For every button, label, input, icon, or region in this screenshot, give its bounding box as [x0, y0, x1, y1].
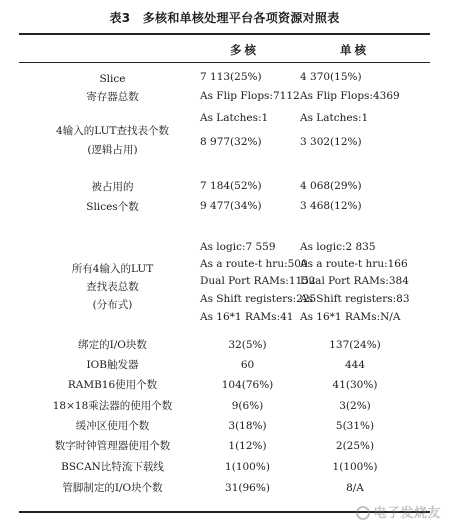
header-rule	[19, 62, 430, 63]
row-label-multiplier: 18×18乘法器的使用个数	[52, 400, 173, 412]
single-dcm: 2(25%)	[335, 440, 375, 452]
multi-occupied-b: 9 477(34%)	[200, 200, 262, 212]
multi-slice-ff: As Flip Flops:7112	[200, 90, 300, 102]
multi-dcm: 1(12%)	[228, 440, 267, 452]
row-label-lut-total: 查找表总数	[86, 281, 139, 293]
multi-buffer: 3(18%)	[228, 420, 267, 432]
multi-slice-reg-total: 7 113(25%)	[200, 71, 262, 83]
single-all-shift: As Shift registers:83	[300, 293, 410, 305]
multi-multiplier: 9(6%)	[231, 400, 264, 412]
multi-pin-io: 31(96%)	[225, 482, 270, 494]
header-multi-core: 多核	[230, 43, 259, 57]
multi-occupied-a: 7 184(52%)	[200, 180, 262, 192]
multi-bscan: 1(100%)	[225, 461, 270, 473]
row-label-register-total: 寄存器总数	[86, 91, 139, 103]
single-multiplier: 3(2%)	[339, 400, 371, 412]
single-buffer: 5(31%)	[335, 420, 375, 432]
multi-iob-ff: 60	[240, 359, 255, 371]
single-lut-logic: 3 302(12%)	[300, 136, 362, 148]
multi-all-logic: As logic:7 559	[200, 241, 276, 253]
multi-io-bound: 32(5%)	[228, 339, 267, 351]
row-label-all-lut: 所有4输入的LUT	[71, 263, 154, 275]
single-iob-ff: 444	[344, 359, 366, 371]
multi-all-16x1: As 16*1 RAMs:41	[200, 311, 294, 323]
row-label-dcm: 数字时钟管理器使用个数	[54, 440, 171, 452]
single-bscan: 1(100%)	[332, 461, 378, 473]
single-io-bound: 137(24%)	[329, 339, 381, 351]
multi-all-route: As a route-t hru:500	[200, 258, 308, 270]
single-occupied-b: 3 468(12%)	[300, 200, 362, 212]
logo-circle-icon	[356, 506, 370, 520]
single-all-16x1: As 16*1 RAMs:N/A	[300, 311, 401, 323]
row-label-pin-io: 管脚制定的I/O块个数	[62, 482, 163, 494]
single-all-logic: As logic:2 835	[300, 241, 376, 253]
table-title: 表3 多核和单核处理平台各项资源对照表	[109, 11, 340, 25]
top-rule	[19, 33, 430, 35]
row-label-distributed: (分布式)	[92, 299, 133, 311]
row-label-slices-count: Slices个数	[86, 201, 139, 213]
row-label-lut-count: 4输入的LUT查找表个数	[56, 125, 169, 137]
multi-lut-logic: 8 977(32%)	[200, 136, 262, 148]
single-lut-latches: As Latches:1	[300, 112, 369, 124]
single-occupied-a: 4 068(29%)	[300, 180, 362, 192]
single-all-dual: Dual Port RAMs:384	[300, 275, 409, 287]
row-label-iob-ff: IOB触发器	[86, 359, 139, 371]
row-label-io-bound: 绑定的I/O块数	[78, 339, 147, 351]
single-all-route: As a route-t hru:166	[300, 258, 408, 270]
row-label-buffer: 缓冲区使用个数	[75, 420, 150, 432]
single-ramb16: 41(30%)	[332, 379, 378, 391]
single-slice-ff: As Flip Flops:4369	[300, 90, 400, 102]
row-label-bscan: BSCAN比特流下载线	[61, 461, 164, 473]
multi-lut-latches: As Latches:1	[200, 112, 269, 124]
row-label-logic-occupied: (逻辑占用)	[87, 144, 138, 156]
multi-ramb16: 104(76%)	[221, 379, 274, 391]
row-label-slice: Slice	[99, 73, 126, 85]
watermark-text: 电子发烧友	[373, 506, 441, 521]
single-slice-reg-total: 4 370(15%)	[300, 71, 362, 83]
row-label-occupied: 被占用的	[91, 181, 134, 193]
multi-all-shift: As Shift registers:225	[200, 293, 317, 305]
header-single-core: 单核	[340, 43, 369, 57]
row-label-ramb16: RAMB16使用个数	[67, 379, 158, 391]
watermark	[356, 502, 441, 521]
multi-all-dual: Dual Port RAMs:1152	[200, 275, 316, 287]
single-pin-io: 8/A	[346, 482, 364, 494]
